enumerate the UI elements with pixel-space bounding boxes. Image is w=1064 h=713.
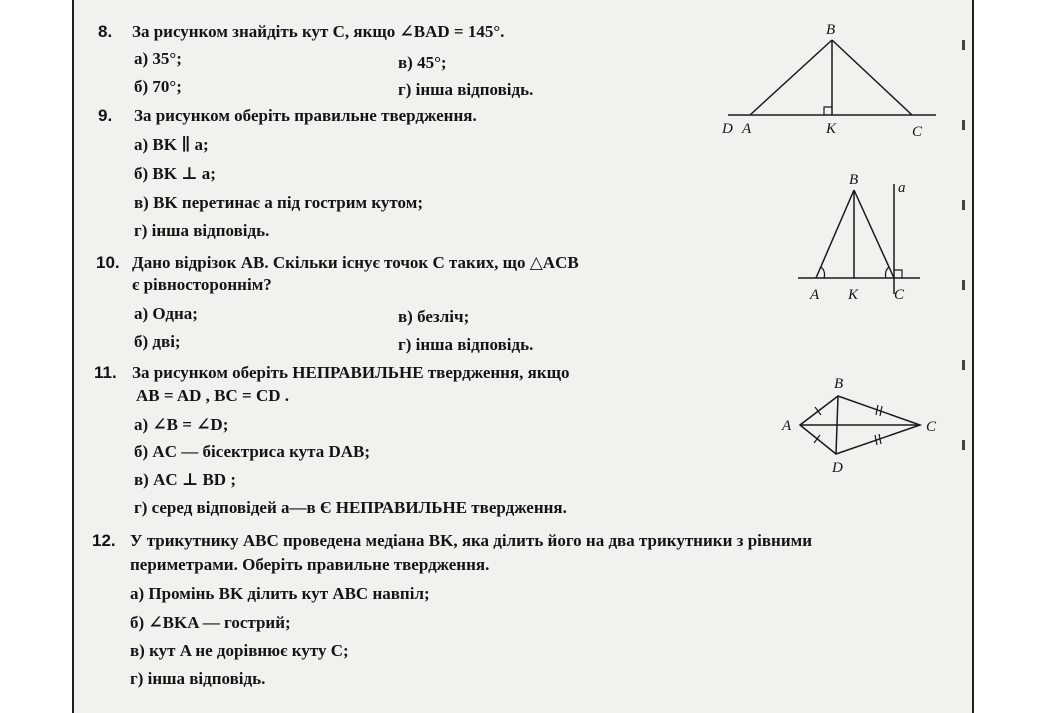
q12-option-v[interactable]: в) кут A не дорівнює куту C; (130, 641, 349, 660)
q9-label-k: K (848, 287, 859, 303)
q10-number: 10. (96, 253, 120, 272)
q8-text: За рисунком знайдіть кут C, якщо ∠BAD = 145°. (132, 22, 505, 41)
q8-label-d: D (722, 121, 733, 137)
q8-label-c: C (912, 124, 923, 140)
q11-text-line1: За рисунком оберіть НЕПРАВИЛЬНЕ твердження, якщо (132, 363, 570, 382)
q12-option-b[interactable]: б) ∠BKA — гострий; (130, 613, 291, 632)
q10-option-v[interactable]: в) безліч; (398, 307, 470, 326)
binding-mark (962, 120, 965, 130)
q8-label-b: B (826, 22, 836, 38)
q11-text-line2: AB = AD , BC = CD . (136, 386, 290, 405)
q11-kite-figure (774, 372, 944, 482)
q11-number: 11. (94, 363, 117, 382)
q8-number: 8. (98, 22, 113, 41)
q8-label-a: A (742, 121, 752, 137)
q9-option-b[interactable]: б) BK ⊥ a; (134, 164, 216, 183)
worksheet-page (72, 0, 974, 713)
q11-option-g[interactable]: г) серед відповідей а—в Є НЕПРАВИЛЬНЕ твердження. (134, 498, 567, 517)
q11-label-b: B (834, 376, 844, 392)
q11-label-a: A (782, 418, 792, 434)
q12-number: 12. (92, 531, 116, 550)
q8-option-g[interactable]: г) інша відповідь. (398, 80, 534, 99)
q8-option-b[interactable]: б) 70°; (134, 77, 182, 96)
q12-option-a[interactable]: а) Промінь BK ділить кут ABC навпіл; (130, 584, 430, 603)
binding-mark (962, 40, 965, 50)
q10-option-b[interactable]: б) дві; (134, 332, 181, 351)
q11-option-a[interactable]: а) ∠B = ∠D; (134, 415, 229, 434)
q12-text-line1: У трикутнику ABC проведена медіана BK, яка ділить його на два трикутники з рівними (130, 531, 813, 550)
q10-text-line2: є рівностороннім? (132, 275, 272, 294)
q11-option-v[interactable]: в) AC ⊥ BD ; (134, 470, 236, 489)
q10-option-g[interactable]: г) інша відповідь. (398, 335, 534, 354)
q8-option-v[interactable]: в) 45°; (398, 53, 447, 72)
q8-triangle-figure (714, 18, 944, 143)
binding-mark (962, 440, 965, 450)
q10-text-line1: Дано відрізок AB. Скільки існує точок C таких, що △ACB (132, 253, 579, 272)
q9-option-g[interactable]: г) інша відповідь. (134, 221, 270, 240)
q9-option-v[interactable]: в) BK перетинає a під гострим кутом; (134, 193, 423, 212)
q9-label-c: C (894, 287, 905, 303)
q9-label-a: A (810, 287, 820, 303)
q10-option-a[interactable]: а) Одна; (134, 304, 198, 323)
binding-mark (962, 280, 965, 290)
q9-option-a[interactable]: а) BK ∥ a; (134, 135, 209, 154)
q11-label-d: D (832, 460, 843, 476)
q9-triangle-figure (794, 168, 924, 308)
q9-number: 9. (98, 106, 113, 125)
binding-mark (962, 360, 965, 370)
q8-option-a[interactable]: а) 35°; (134, 49, 182, 68)
q11-label-c: C (926, 419, 937, 435)
q8-label-k: K (826, 121, 837, 137)
q12-text-line2: периметрами. Оберіть правильне твердження. (130, 555, 490, 574)
q9-label-a-line: a (898, 180, 906, 196)
binding-mark (962, 200, 965, 210)
q11-option-b[interactable]: б) AC — бісектриса кута DAB; (134, 442, 371, 461)
q9-label-b: B (849, 172, 859, 188)
q12-option-g[interactable]: г) інша відповідь. (130, 669, 266, 688)
q9-text: За рисунком оберіть правильне твердження. (134, 106, 477, 125)
